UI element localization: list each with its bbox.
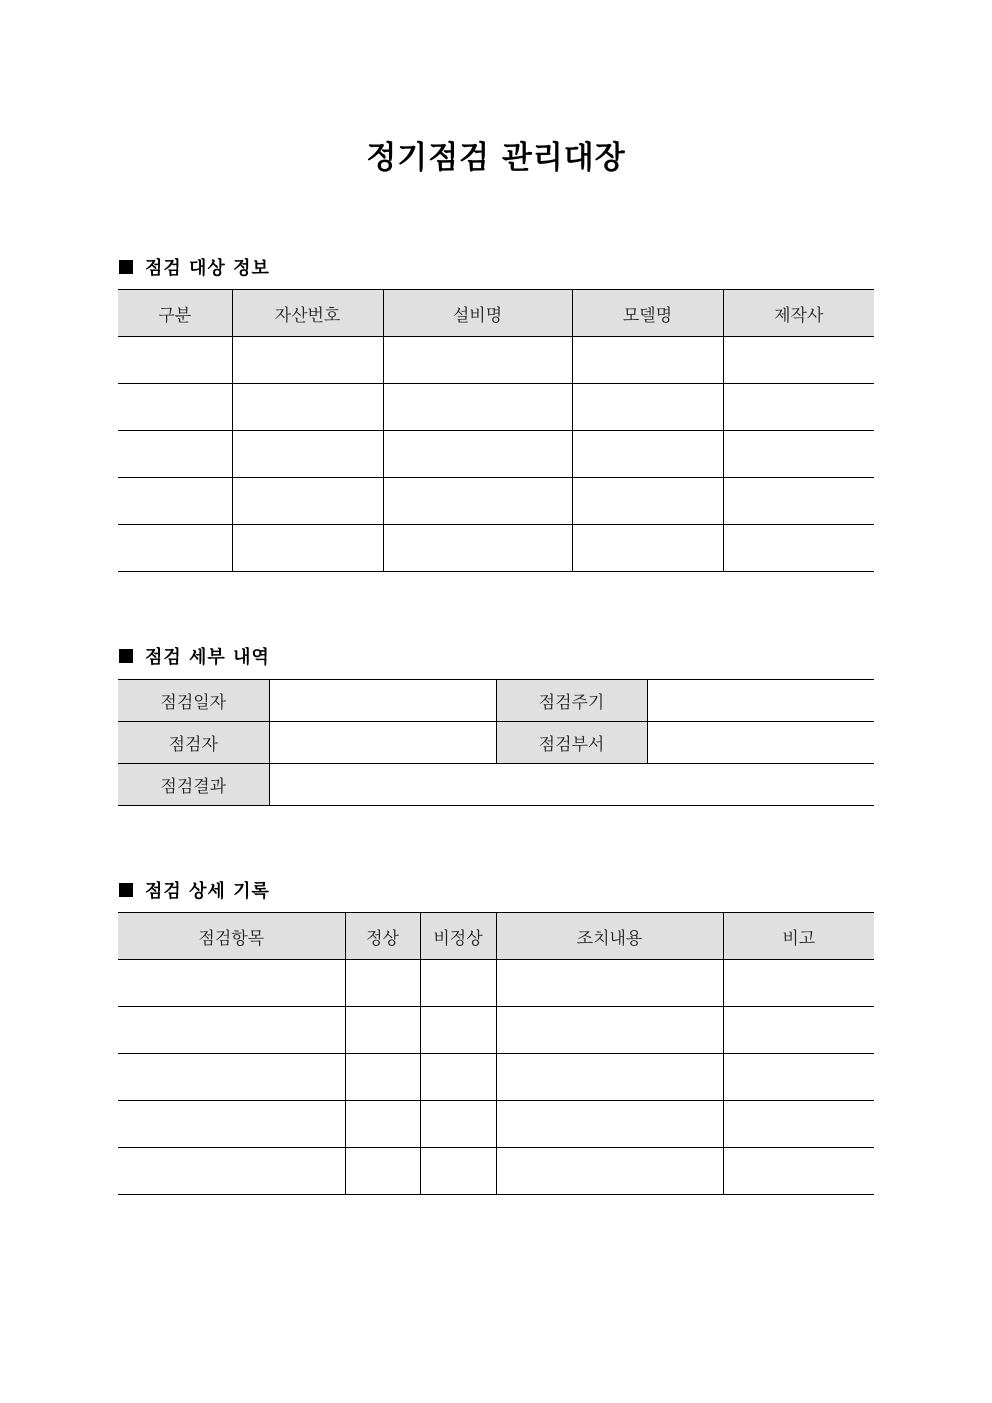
table-cell[interactable] — [496, 960, 723, 1007]
table-cell[interactable] — [118, 960, 345, 1007]
table-cell[interactable] — [572, 525, 723, 572]
table-cell[interactable] — [383, 525, 572, 572]
table-cell[interactable] — [232, 478, 383, 525]
column-header: 자산번호 — [232, 290, 383, 337]
table-row — [118, 431, 874, 478]
section-heading-label: 점검 세부 내역 — [145, 647, 270, 668]
inspection-cycle-label: 점검주기 — [496, 680, 647, 722]
table-cell[interactable] — [496, 1148, 723, 1195]
table-cell[interactable] — [345, 1148, 420, 1195]
table-row — [118, 525, 874, 572]
square-bullet-icon — [119, 883, 133, 897]
table-cell[interactable] — [572, 478, 723, 525]
table-row — [118, 960, 874, 1007]
table-cell[interactable] — [572, 431, 723, 478]
table-cell[interactable] — [118, 478, 232, 525]
table-cell[interactable] — [723, 960, 874, 1007]
inspection-date-label: 점검일자 — [118, 680, 269, 722]
detail-table — [118, 679, 874, 806]
target-info-table — [118, 289, 874, 572]
table-header-row — [118, 290, 874, 337]
table-cell[interactable] — [420, 960, 496, 1007]
square-bullet-icon — [119, 260, 133, 274]
inspection-result-field[interactable] — [269, 764, 874, 806]
page-title: 정기점검 관리대장 — [366, 140, 626, 176]
table-row — [118, 478, 874, 525]
table-cell[interactable] — [345, 960, 420, 1007]
table-cell[interactable] — [723, 384, 874, 431]
section-heading-detail — [119, 643, 270, 669]
section-heading-label: 점검 대상 정보 — [145, 258, 270, 279]
table-row — [118, 764, 874, 806]
table-cell[interactable] — [420, 1148, 496, 1195]
table-cell[interactable] — [118, 1101, 345, 1148]
column-header: 정상 — [345, 913, 420, 960]
table-cell[interactable] — [383, 384, 572, 431]
table-cell[interactable] — [496, 1101, 723, 1148]
table-cell[interactable] — [232, 337, 383, 384]
column-header: 점검항목 — [118, 913, 345, 960]
table-row — [118, 1148, 874, 1195]
table-cell[interactable] — [723, 1101, 874, 1148]
inspection-result-label: 점검결과 — [118, 764, 269, 806]
table-cell[interactable] — [420, 1007, 496, 1054]
table-cell[interactable] — [383, 478, 572, 525]
inspection-date-field[interactable] — [269, 680, 496, 722]
square-bullet-icon — [119, 649, 133, 663]
table-header-row — [118, 913, 874, 960]
table-cell[interactable] — [232, 384, 383, 431]
table-row — [118, 384, 874, 431]
table-cell[interactable] — [383, 337, 572, 384]
table-cell[interactable] — [118, 1007, 345, 1054]
table-cell[interactable] — [118, 1054, 345, 1101]
table-cell[interactable] — [723, 337, 874, 384]
table-row — [118, 1007, 874, 1054]
table-cell[interactable] — [420, 1101, 496, 1148]
department-label: 점검부서 — [496, 722, 647, 764]
table-cell[interactable] — [420, 1054, 496, 1101]
inspector-field[interactable] — [269, 722, 496, 764]
table-cell[interactable] — [118, 431, 232, 478]
table-row — [118, 722, 874, 764]
table-cell[interactable] — [232, 525, 383, 572]
table-cell[interactable] — [496, 1007, 723, 1054]
table-row — [118, 680, 874, 722]
section-heading-record — [119, 877, 270, 903]
table-cell[interactable] — [572, 337, 723, 384]
table-cell[interactable] — [383, 431, 572, 478]
column-header: 구분 — [118, 290, 232, 337]
table-cell[interactable] — [723, 1007, 874, 1054]
column-header: 모델명 — [572, 290, 723, 337]
table-cell[interactable] — [723, 1054, 874, 1101]
table-cell[interactable] — [345, 1101, 420, 1148]
department-field[interactable] — [647, 722, 874, 764]
section-heading-label: 점검 상세 기록 — [145, 881, 270, 902]
inspection-cycle-field[interactable] — [647, 680, 874, 722]
table-row — [118, 1054, 874, 1101]
table-cell[interactable] — [723, 431, 874, 478]
table-cell[interactable] — [118, 1148, 345, 1195]
column-header: 설비명 — [383, 290, 572, 337]
inspector-label: 점검자 — [118, 722, 269, 764]
table-cell[interactable] — [723, 478, 874, 525]
table-cell[interactable] — [723, 525, 874, 572]
table-cell[interactable] — [572, 384, 723, 431]
section-heading-target-info — [119, 254, 270, 280]
table-cell[interactable] — [118, 384, 232, 431]
table-cell[interactable] — [345, 1054, 420, 1101]
table-cell[interactable] — [345, 1007, 420, 1054]
column-header: 조치내용 — [496, 913, 723, 960]
record-table — [118, 912, 874, 1195]
table-cell[interactable] — [118, 337, 232, 384]
column-header: 비정상 — [420, 913, 496, 960]
table-row — [118, 1101, 874, 1148]
table-row — [118, 337, 874, 384]
table-cell[interactable] — [118, 525, 232, 572]
table-cell[interactable] — [496, 1054, 723, 1101]
column-header: 비고 — [723, 913, 874, 960]
column-header: 제작사 — [723, 290, 874, 337]
table-cell[interactable] — [723, 1148, 874, 1195]
table-cell[interactable] — [232, 431, 383, 478]
